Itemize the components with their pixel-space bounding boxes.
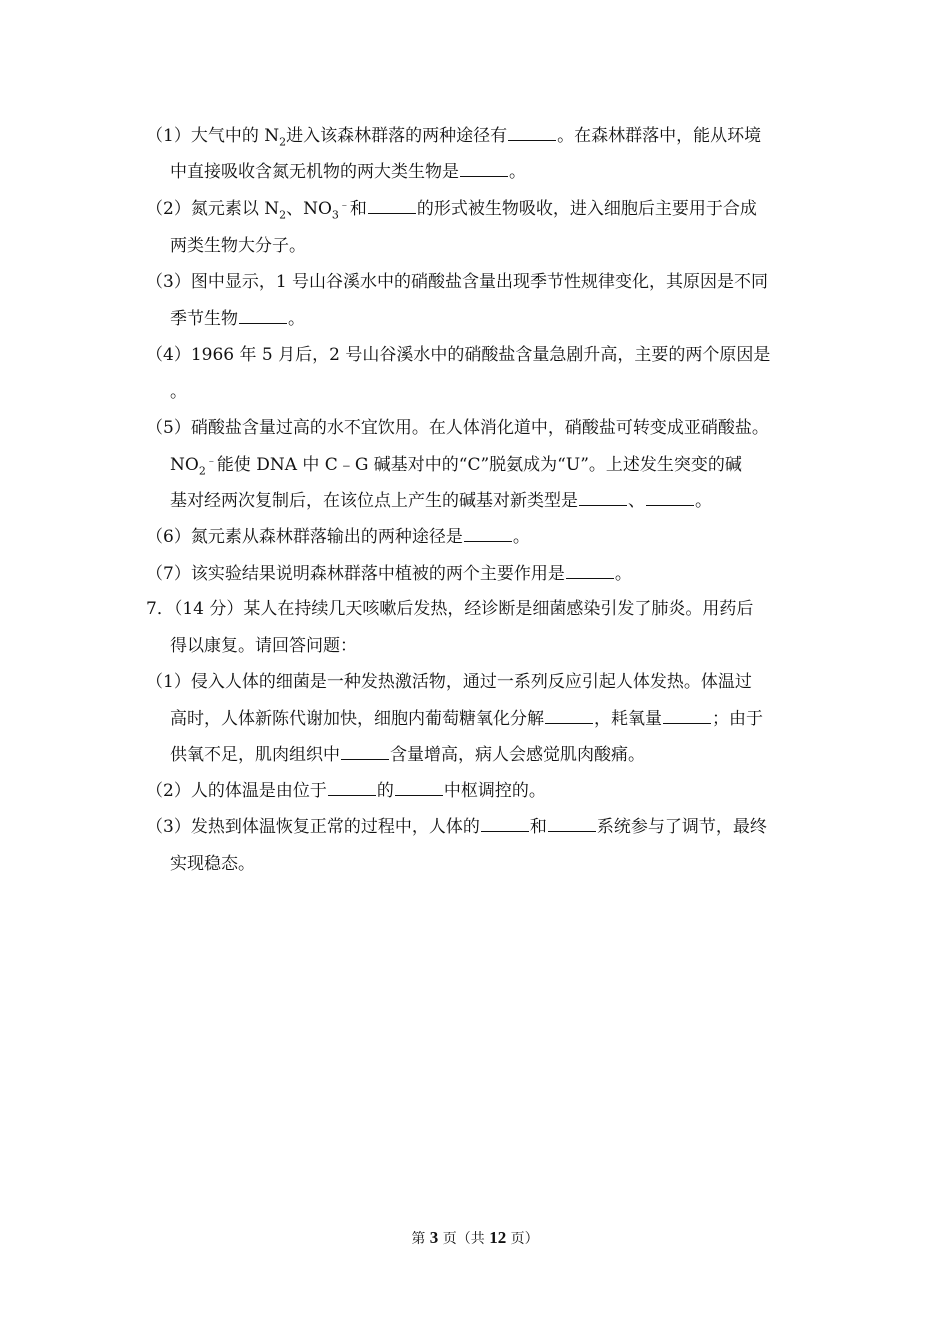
answer-blank[interactable] [328, 779, 376, 796]
q6-part6: （6）氮元素从森林群落输出的两种途径是 。 [146, 527, 530, 547]
answer-blank[interactable] [341, 743, 389, 760]
q6-part5-line3: 基对经两次复制后，在该位点上产生的碱基对新类型是 、 。 [170, 491, 712, 511]
q6-part2-line1: （2）氮元素以 $N_2$、$NO_3^﹣$和 的形式被生物吸收，进入细胞后主要用于合成 [146, 197, 757, 222]
q6-part1-line2: 中直接吸收含氮无机物的两大类生物是 。 [170, 162, 526, 182]
answer-blank[interactable] [368, 197, 416, 214]
answer-blank[interactable] [239, 307, 287, 324]
answer-blank[interactable] [395, 779, 443, 796]
q6-part5-line2: $NO_2^﹣$能使 DNA 中 C﹣G 碱基对中的“C”脱氨成为“U”。上述发生突变的碱 [170, 453, 742, 478]
q6-part3-line1: （3）图中显示，1 号山谷溪水中的硝酸盐含量出现季节性规律变化，其原因是不同 [146, 272, 769, 292]
answer-blank[interactable] [548, 815, 596, 832]
page-total: 12 [489, 1228, 507, 1247]
q6-part5-line1: （5）硝酸盐含量过高的水不宜饮用。在人体消化道中，硝酸盐可转变成亚硝酸盐。 [146, 418, 769, 438]
page-footer: 第 3 页（共 12 页） [411, 1228, 539, 1247]
answer-blank[interactable] [566, 562, 614, 579]
q6-part4-line1: （4）1966 年 5 月后，2 号山谷溪水中的硝酸盐含量急剧升高，主要的两个原因是 [146, 345, 771, 365]
answer-blank[interactable] [508, 124, 556, 141]
q6-part4-line2: 。 [170, 382, 187, 402]
answer-blank[interactable] [464, 525, 512, 542]
q7-part2: （2）人的体温是由位于 的 中枢调控的。 [146, 781, 546, 801]
q7-part1-line1: （1）侵入人体的细菌是一种发热激活物，通过一系列反应引起人体发热。体温过 [146, 672, 752, 692]
q7-part1-line2: 高时，人体新陈代谢加快，细胞内葡萄糖氧化分解 ，耗氧量 ；由于 [170, 709, 763, 729]
q7-part3-line2: 实现稳态。 [170, 854, 255, 874]
q6-part1-line1: （1）大气中的 $N_2$进入该森林群落的两种途径有 。在森林群落中，能从环境 [146, 126, 762, 149]
q6-part3-line2: 季节生物 。 [170, 309, 305, 329]
answer-blank[interactable] [646, 489, 694, 506]
answer-blank[interactable] [579, 489, 627, 506]
page-number: 3 [429, 1228, 439, 1247]
q6-part7: （7）该实验结果说明森林群落中植被的两个主要作用是 。 [146, 564, 632, 584]
answer-blank[interactable] [460, 160, 508, 177]
q6-part2-line2: 两类生物大分子。 [170, 236, 306, 256]
q7-part1-line3: 供氧不足，肌肉组织中 含量增高，病人会感觉肌肉酸痛。 [170, 745, 645, 765]
q7-stem-line2: 得以康复。请回答问题： [170, 636, 357, 656]
answer-blank[interactable] [481, 815, 529, 832]
q7-stem-line1: 7．（14 分）某人在持续几天咳嗽后发热，经诊断是细菌感染引发了肺炎。用药后 [146, 599, 754, 619]
q7-part3-line1: （3）发热到体温恢复正常的过程中，人体的 和 系统参与了调节，最终 [146, 817, 767, 837]
answer-blank[interactable] [663, 707, 711, 724]
answer-blank[interactable] [545, 707, 593, 724]
